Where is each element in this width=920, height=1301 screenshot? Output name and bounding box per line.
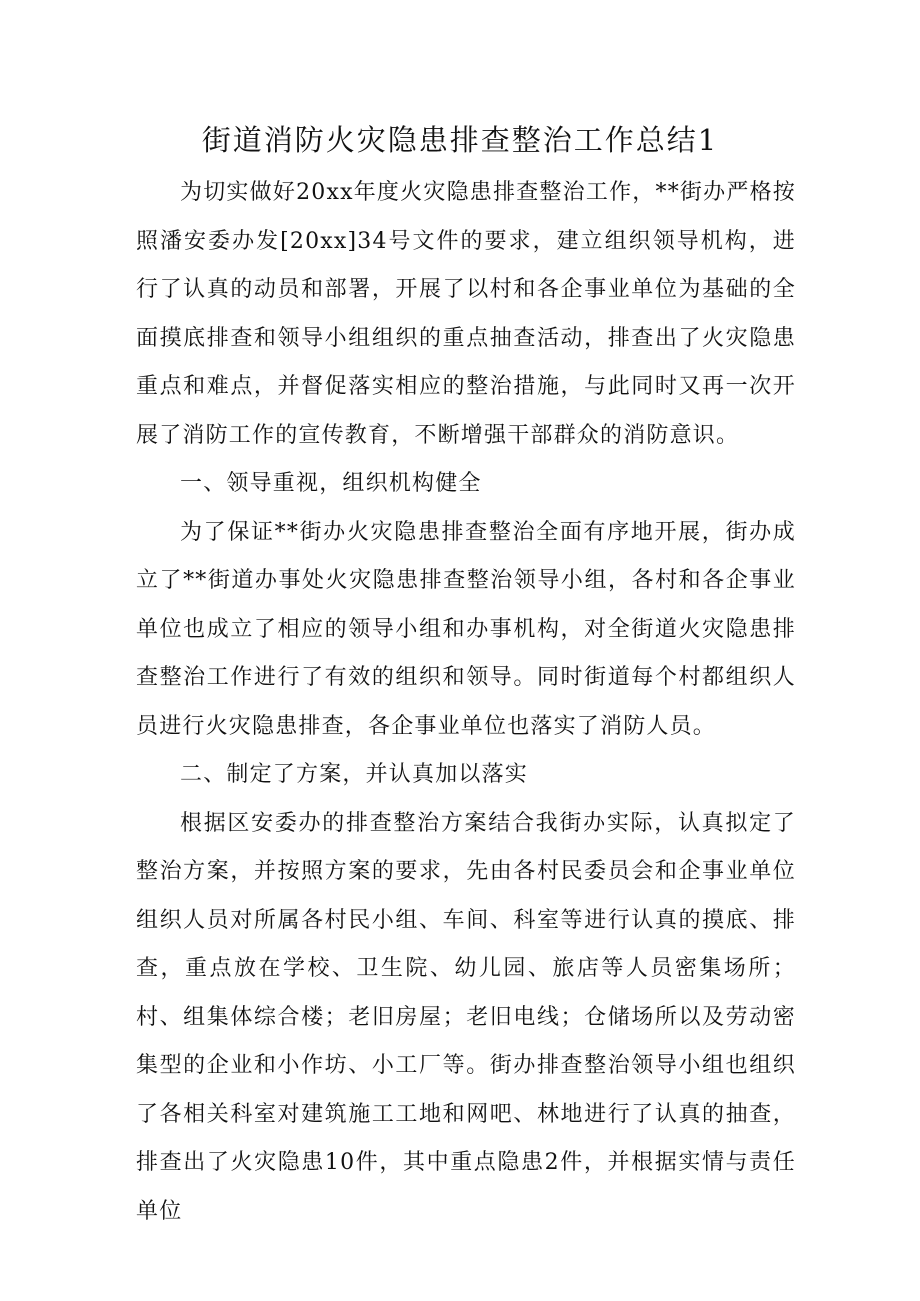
section-1-paragraph: 为了保证**街办火灾隐患排查整治全面有序地开展，街办成立了**街道办事处火灾隐患排查整治领导小组，各村和各企事业单位也成立了相应的领导小组和办事机构，对全街道火灾隐患排查整治工作进行了有效的组织和领导。同时街道每个村都组织人员进行火灾隐患排查，各企事业单位也落实了消防人员。 [136, 519, 796, 739]
intro-paragraph: 为切实做好20xx年度火灾隐患排查整治工作，**街办严格按照潘安委办发[20xx]34号文件的要求，建立组织领导机构，进行了认真的动员和部署，开展了以村和各企事业单位为基础的全面摸底排查和领导小组组织的重点抽查活动，排查出了火灾隐患重点和难点，并督促落实相应的整治措施，与此同时又再一次开展了消防工作的宣传教育，不断增强干部群众的消防意识。 [136, 180, 796, 448]
section-2-paragraph: 根据区安委办的排查整治方案结合我街办实际，认真拟定了整治方案，并按照方案的要求，先由各村民委员会和企事业单位组织人员对所属各村民小组、车间、科室等进行认真的摸底、排查，重点放在学校、卫生院、幼儿园、旅店等人员密集场所；村、组集体综合楼；老旧房屋；老旧电线；仓储场所以及劳动密集型的企业和小作坊、小工厂等。街办排查整治领导小组也组织了各相关科室对建筑施工工地和网吧、林地进行了认真的抽查，排查出了火灾隐患10件，其中重点隐患2件，并根据实情与责任单位 [136, 810, 796, 1224]
section-1-heading: 一、领导重视，组织机构健全 [180, 471, 482, 496]
document-body [136, 169, 796, 1236]
section-2-heading: 二、制定了方案，并认真加以落实 [180, 762, 529, 787]
document-title: 街道消防火灾隐患排查整治工作总结1 [201, 123, 719, 157]
